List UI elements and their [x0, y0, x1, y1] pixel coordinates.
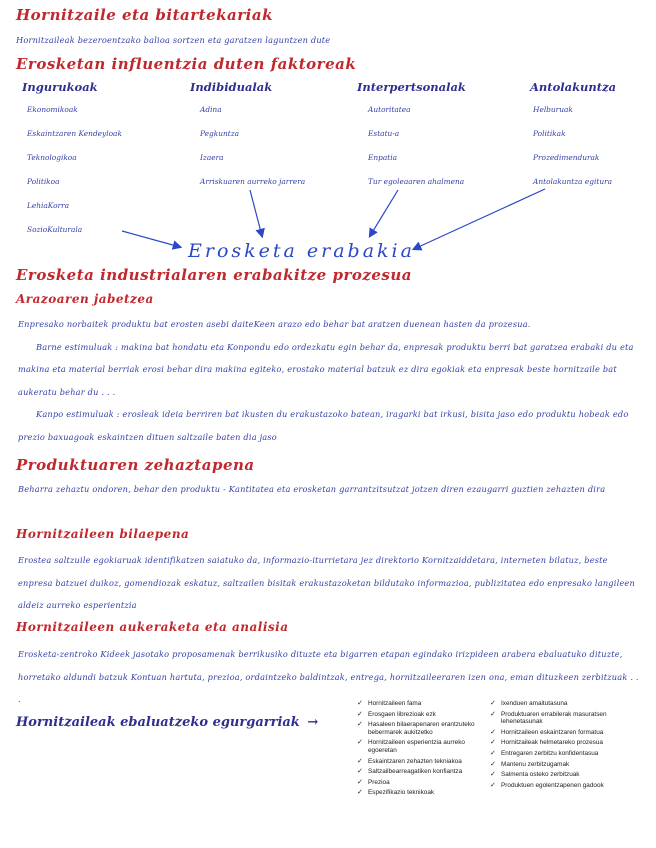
check-icon: ✓	[357, 778, 363, 786]
list-item: Adina	[200, 105, 222, 114]
paragraph: Beharra zehaztu ondoren, behar den produktu - Kantitatea eta erosketan garrantzitsutzat jotzen diren ezaugarri guztien zehazten dira	[18, 484, 606, 494]
checklist-item: ✓ Salmenta osteko zerbitzuak	[490, 771, 580, 779]
criteria-heading-text: Hornitzaileak ebaluatzeko egurgarriak	[16, 715, 300, 730]
column-title: Ingurukoak	[22, 80, 98, 94]
checklist-item: ✓ Prezioa	[357, 778, 390, 786]
section-title: Arazoaren jabetzea	[16, 292, 154, 306]
check-icon: ✓	[357, 739, 363, 747]
column-title: Antolakuntza	[530, 80, 617, 94]
list-item: Arriskuaren aurreko jarrera	[200, 177, 306, 186]
list-item: Prozedimendurak	[533, 153, 600, 162]
check-icon: ✓	[490, 771, 496, 779]
arrow-from-surrounding	[122, 231, 180, 247]
checklist-item: ✓ Saltzailbearreagatiken konfiantza	[357, 768, 463, 776]
list-item: Eskaintzaren Kendeyloak	[27, 129, 122, 138]
paragraph-text: Kanpo estimuluak : erosleak ideia berriren bat ikusten du erakustazoko batean, iragarki bat irkusi, bisita jaso edo produktu hobeak edo prezio baxuagoak eskaintzen dituen saltzaile baten dia jaso	[18, 409, 629, 442]
checklist-item: ✓ Produktuen egolentzapenen gadook	[490, 781, 604, 789]
check-icon: ✓	[357, 757, 363, 765]
list-item: Autoritatea	[368, 105, 411, 114]
section-title: Produktuaren zehaztapena	[16, 456, 255, 474]
check-icon: ✓	[357, 789, 363, 797]
check-icon: ✓	[490, 710, 496, 718]
check-icon: ✓	[357, 700, 363, 707]
paragraph: Erostea saltzuile egokiaruak identifikatzen saiatuko da, informazio-iturrietara jez direktorio Kornitzaiddetara, interneten bilatuz, beste enpresa batzuei duikoz, gomendiozak eskatuz, saltzailen bisitak erakustazoketan bildutako informazioa, publizitatea edo enpresako langileen aldeiz aurreko esperientzia	[18, 555, 635, 611]
check-icon: ✓	[357, 710, 363, 718]
check-icon: ✓	[490, 749, 496, 757]
list-item: Pegkuntza	[200, 129, 240, 138]
list-item: Izaera	[200, 153, 224, 162]
check-icon: ✓	[357, 721, 363, 729]
paragraph	[18, 313, 640, 449]
arrow-from-organization	[414, 189, 545, 249]
checklist-item: ✓ Ixenduen amaitutasuna	[490, 700, 568, 707]
check-icon: ✓	[490, 739, 496, 747]
list-item: Enpatia	[368, 153, 398, 162]
section-title: Hornitzaileen bilaepena	[16, 527, 190, 541]
page-title: Hornitzaile eta bitartekariak	[16, 6, 273, 24]
list-item: Estatu-a	[368, 129, 400, 138]
paragraph-text: Barne estimuluak : makina bat hondatu eta Konpondu edo ordezkatu egin behar da, enpresak produktu berri bat garatzea erabaki du eta makina eta material berriak erosi behar dira makina egiteko, erostako material batzuk ez dira egokiak eta enpresak beste hornitzaile bat aukeratu behar du . . .	[18, 341, 634, 397]
list-item: Ekonomikoak	[27, 105, 78, 114]
decision-label: Erosketa erabakia	[188, 240, 415, 262]
checklist-item: ✓ Entregaren zerbitzu konfidentasua	[490, 749, 599, 757]
list-item: Teknologikoa	[27, 153, 77, 162]
checklist-item: ✓ Erosgaen librezioak ezk	[357, 710, 436, 718]
check-icon: ✓	[490, 760, 496, 768]
checklist-item: ✓ Espezifikazio teknikoak	[357, 789, 435, 797]
check-icon: ✓	[490, 700, 496, 707]
list-item: Antolakuntza egitura	[533, 177, 613, 186]
paragraph: Erosketa-zentroko Kideek jasotako proposamenak berrikusiko dituzte eta bigarren etapan egindako irizpideen arabera ebaluatuko dituzte, horretako aldundi batzuk Kontuan hartuta, prezioa, ordaintzeko baldintzak, entrega, hornitzaileeraren izen ona, eman dituzkeen zerbitzuak . . .	[18, 649, 639, 705]
checklist-item: ✓ Mantenu zerbitzugamak	[490, 760, 570, 768]
checklist-item: ✓ Hornitzaileak helmetareko prozesua	[490, 739, 603, 747]
check-icon: ✓	[357, 768, 363, 776]
checklist-right	[490, 700, 612, 792]
factors-heading: Erosketan influentzia duten faktoreak	[16, 55, 357, 73]
arrow-right-icon: →	[307, 715, 319, 730]
column-title: Interpertsonalak	[357, 80, 466, 94]
section-title: Hornitzaileen aukeraketa eta analisia	[16, 620, 289, 634]
list-item: Politikak	[533, 129, 566, 138]
checklist-item: ✓ Hornitzaileen esperientzia aurreko egoeretan	[357, 739, 465, 754]
list-item: Tur egoleaaren ahalmena	[368, 177, 465, 186]
list-item: Politikoa	[27, 177, 60, 186]
checklist-left	[357, 700, 479, 800]
check-icon: ✓	[490, 781, 496, 789]
arrow-from-interpersonal	[370, 190, 398, 236]
paragraph-text: Enpresako norbaitek produktu bat erosten asebi daiteKeen arazo edo behar bat aratzen duenean hasten da prozesua.	[18, 319, 531, 329]
list-item: SozioKulturala	[27, 225, 83, 234]
column-title: Indibidualak	[190, 80, 273, 94]
checklist-item: ✓ Hasaleen bilaerapenaren erantzuteko bebermarek aukitzetko	[357, 721, 475, 736]
checklist-item: ✓ Eskaintzaren zehazten tekniakoa	[357, 757, 462, 765]
checklist-item: ✓ Hornitzaileen eskaintzaren formatua	[490, 728, 604, 736]
process-heading: Erosketa industrialaren erabakitze prozesua	[16, 266, 412, 284]
criteria-heading	[16, 715, 318, 730]
check-icon: ✓	[490, 728, 496, 736]
intro-text: Hornitzaileak bezeroentzako balioa sortzen eta garatzen laguntzen dute	[16, 35, 331, 45]
checklist-item: ✓ Hornitzaileen fama	[357, 700, 422, 707]
checklist-item: ✓ Produktuaren errabilerak masuratsen lehenetasunak	[490, 710, 607, 726]
list-item: Helburuak	[533, 105, 573, 114]
arrow-from-individual	[250, 190, 262, 236]
list-item: LehiaKorra	[27, 201, 70, 210]
